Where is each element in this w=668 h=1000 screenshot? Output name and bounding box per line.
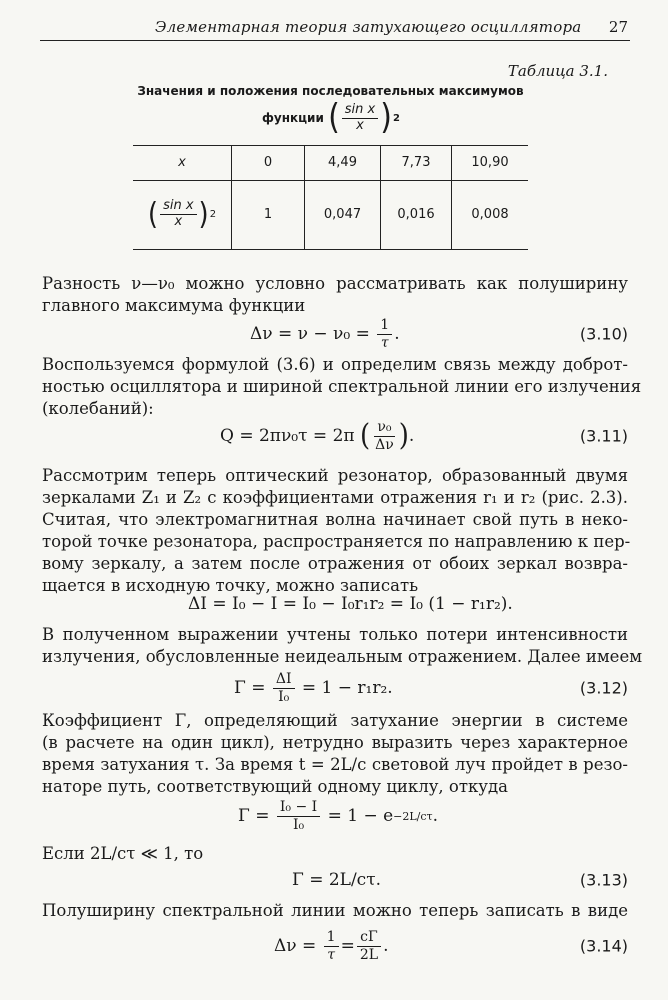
equation-3-13: Γ = 2L/cτ. (3.13) [292,870,628,890]
page-number: 27 [608,18,628,36]
paragraph-4: В полученном выражении учтены только потери интенсивности излучения, обусловленные неидеальным отражением. Далее имеем [42,625,643,666]
equation-number: (3.12) [579,678,628,698]
table-caption: Таблица 3.1. [507,62,608,80]
paragraph-3: Рассмотрим теперь оптический резонатор, образованный двумя зеркалами Z₁ и Z₂ с коэффициентами отражения r₁ и r₂ (рис. 2.3). Считая, что электромагнитная волна начинает свой путь в неко- торой точке резонатора, распространяется по направлению к пер- вому зеркалу, а затем после отражения от обоих зеркал возвра- щается в исходную точку, можно записать [42,466,631,595]
equation-number: (3.11) [579,426,628,446]
equation-number: (3.10) [579,324,628,344]
table-row [133,146,528,181]
table-cell: 1 [232,180,305,249]
equation-3-11: Q = 2πν₀τ = 2π ( $\frac{\text{ν₀}}{\Delta\nu}$ ) . (3.11) [220,418,628,454]
table-cell: 4,49 [305,146,381,181]
row-label-x: x [133,146,232,181]
equation-gamma: Γ = $\frac{\text{I₀ − I}}{\text{I₀}}$ = 1 − e −2L/cτ . [238,799,439,833]
table-description: Значения и положения последовательных максимумов [137,84,524,98]
table-cell: 7,73 [381,146,452,181]
running-header [40,14,630,41]
table-cell: 0,016 [381,180,452,249]
table-cell: 0,008 [452,180,529,249]
equation-3-14: Δν = $\frac{1}{\tau}$ = $\frac{c\Gamma}{2L}$ . (3.14) [274,929,628,963]
table-cell: 0,047 [305,180,381,249]
function-word: функции [262,111,324,125]
paragraph-5: Коэффициент Γ, определяющий затухание энергии в системе (в расчете на один цикл), нетрудно выразить через характерное время затухания τ. За время t = 2L/c световой луч пройдет в резо- наторе путь, соответствующий одному циклу, откуда [42,711,628,796]
table-function-title: функции ( $\frac{\text{sin x}}{x}$ ) 2 [262,97,400,138]
paragraph-6: Если 2L/cτ ≪ 1, то [42,844,204,863]
running-title: Элементарная теория затухающего осциллятора [155,18,582,36]
function-fraction: $\frac{\text{sin x}}{x}$ [342,103,378,134]
row-label-function: ( $\frac{\text{sin x}}{x}$ ) 2 [133,180,232,249]
paragraph-7: Полуширину спектральной линии можно теперь записать в виде [42,901,628,920]
table-cell: 0 [232,146,305,181]
paragraph-2: Воспользуемся формулой (3.6) и определим связь между доброт- ностью осциллятора и шириной спектральной линии его излучения (колебаний): [42,355,642,418]
equation-3-10: Δν = ν − ν₀ = $\frac{1}{\tau}$ . (3.10) [250,317,628,351]
equation-number: (3.14) [579,936,628,956]
equation-number: (3.13) [579,870,628,890]
equation-3-12: Γ = $\frac{\Delta I}{\text{I₀}}$ = 1 − r₁r₂. (3.12) [234,671,628,705]
function-exponent: 2 [392,112,400,124]
table-row [133,180,528,249]
table-cell: 10,90 [452,146,529,181]
equation-delta-i: ΔI = I₀ − I = I₀ − I₀r₁r₂ = I₀ (1 − r₁r₂). [188,594,513,614]
maxima-table [133,145,528,250]
paragraph-1: Разность ν—ν₀ можно условно рассматривать как полуширину главного максимума функции [42,274,628,315]
